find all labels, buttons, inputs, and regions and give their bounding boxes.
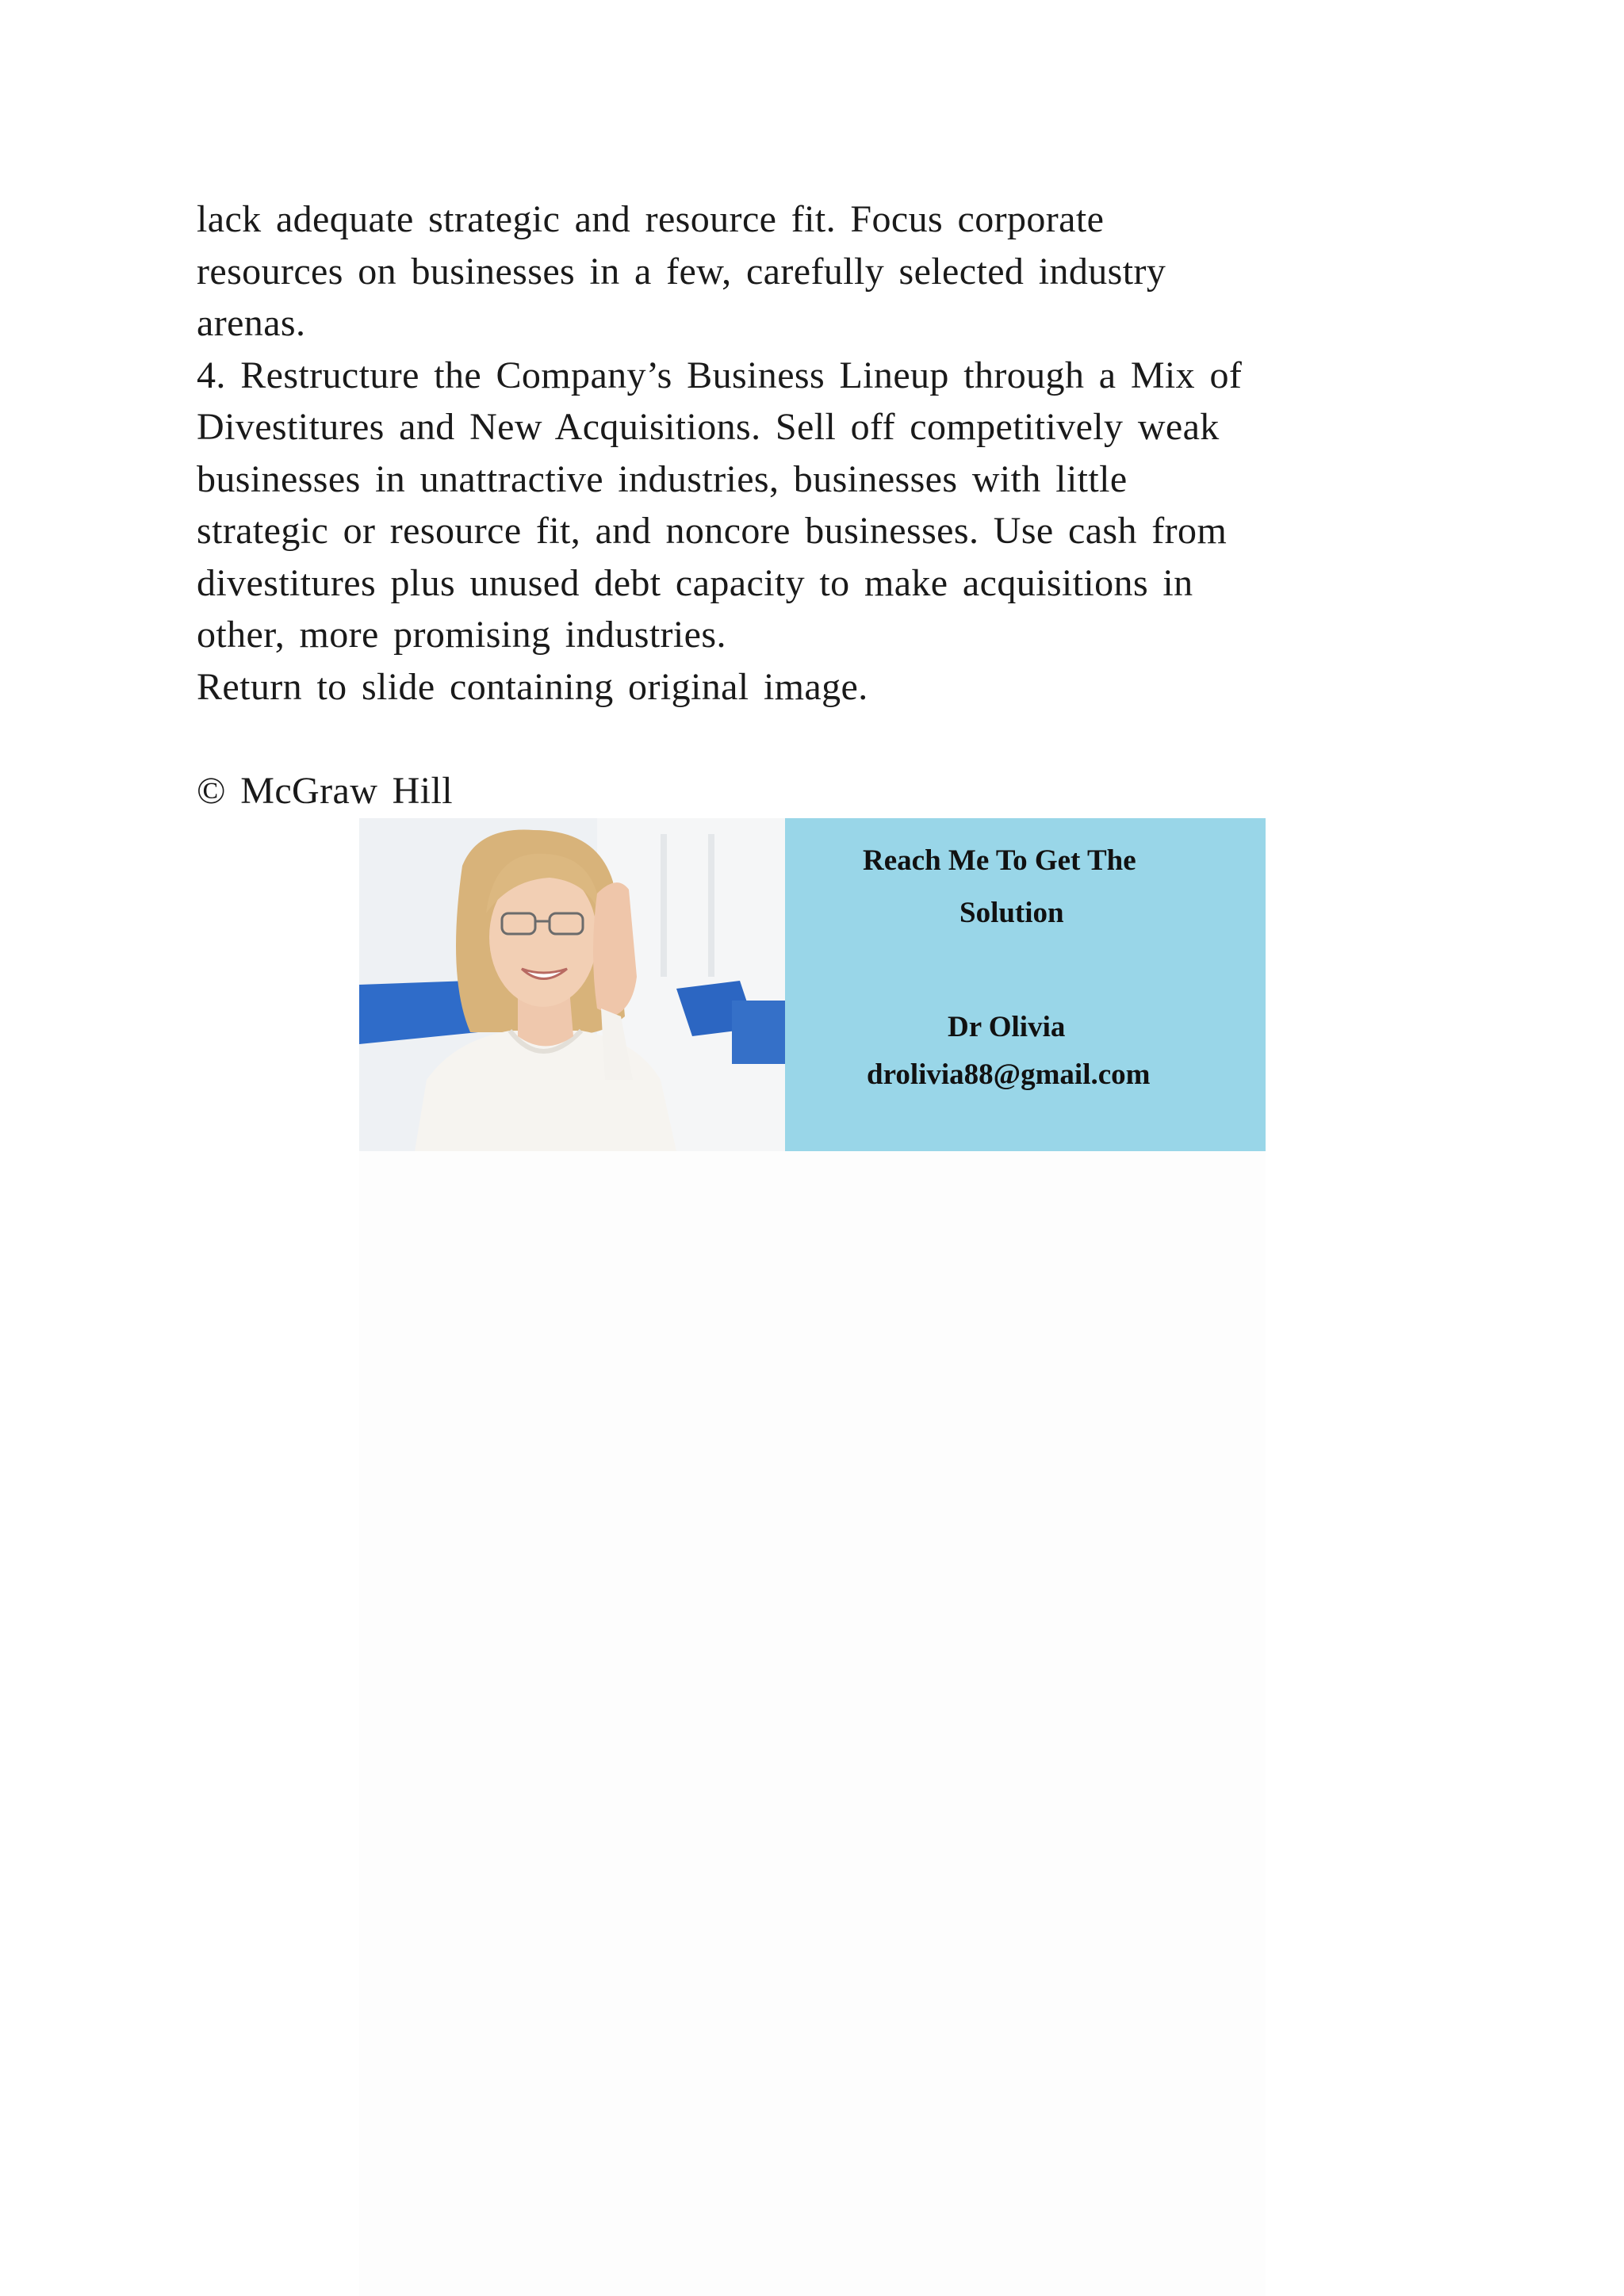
text-line: Divestitures and New Acquisitions. Sell off competitively weak [197,406,1220,448]
blank-line [197,713,1450,765]
contact-email[interactable]: drolivia88@gmail.com [867,1058,1151,1091]
text-line: other, more promising industries. [197,614,726,656]
contact-name: Dr Olivia [948,1011,1066,1043]
text-line: resources on businesses in a few, carefully selected industry [197,250,1166,293]
contact-banner [359,818,1266,1151]
page-background-area [359,1151,1266,2296]
smiling-woman-photo-icon [359,818,785,1151]
text-line: 4. Restructure the Company’s Business Lineup through a Mix of [197,354,1243,396]
contact-info-panel [785,818,1266,1151]
banner-heading-line2: Solution [959,897,1064,929]
return-to-slide-link[interactable]: Return to slide containing original image. [197,665,868,708]
text-line: strategic or resource fit, and noncore businesses. Use cash from [197,510,1228,552]
text-line: divestitures plus unused debt capacity to make acquisitions in [197,561,1193,604]
text-line: arenas. [197,302,306,344]
copyright-notice: © McGraw Hill [197,769,453,812]
text-line: lack adequate strategic and resource fit. Focus corporate [197,198,1105,240]
banner-heading-line1: Reach Me To Get The [863,844,1136,877]
body-text [197,193,1450,817]
text-line: businesses in unattractive industries, businesses with little [197,457,1128,500]
